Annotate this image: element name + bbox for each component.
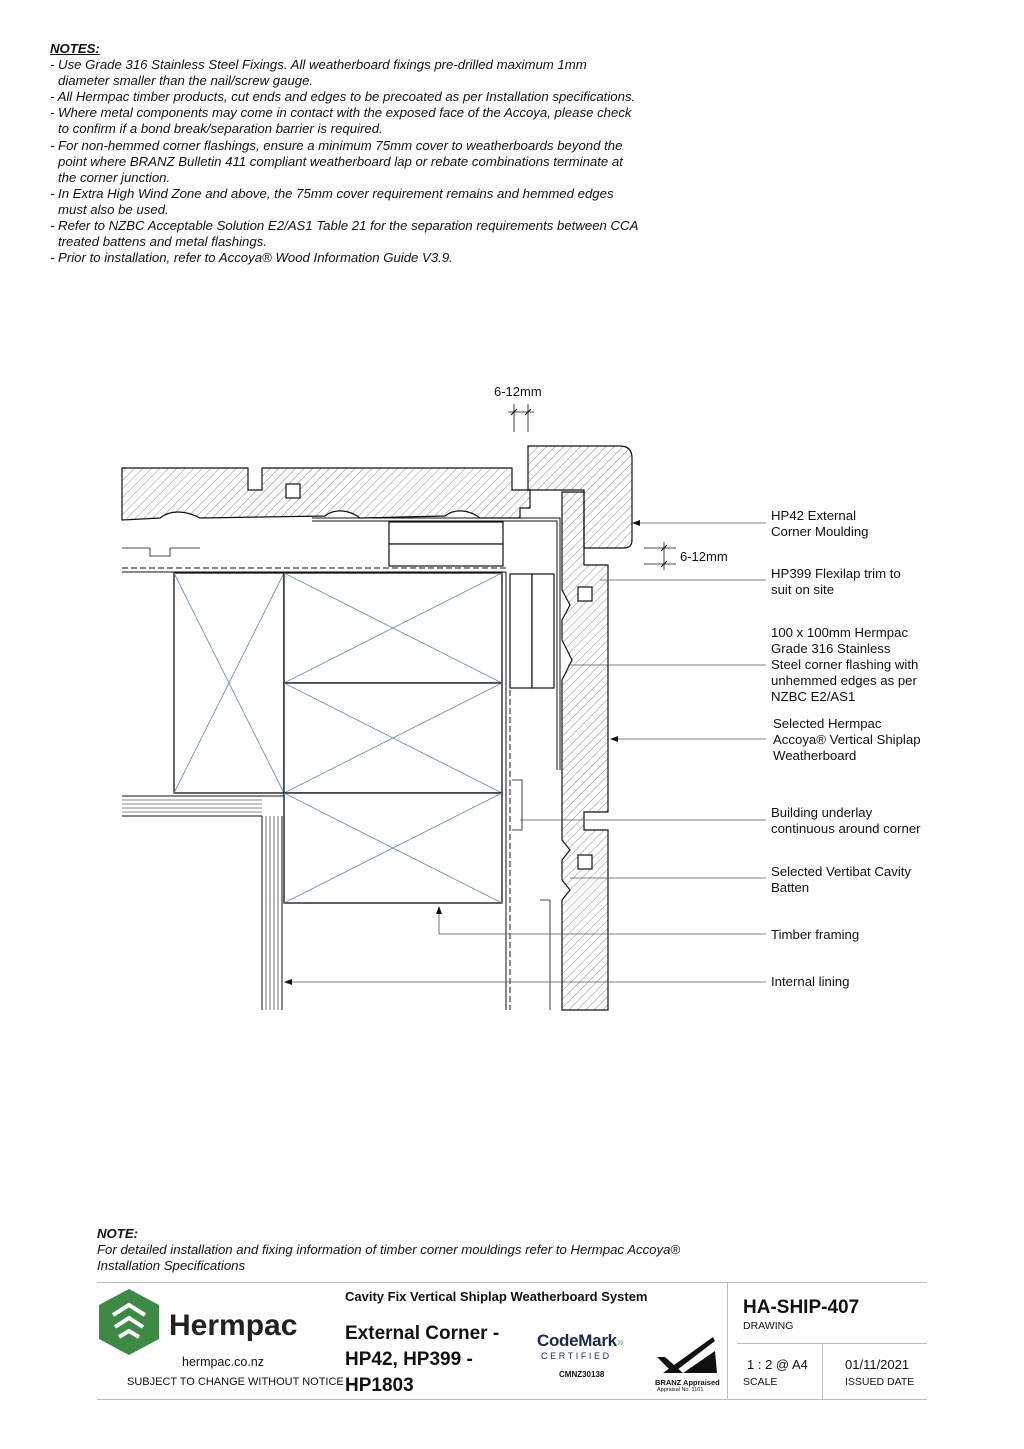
notes-heading: NOTES:: [50, 41, 100, 56]
installation-note: [97, 1226, 717, 1274]
title-block: [97, 1282, 927, 1400]
callout-weatherboard: Selected Hermpac Accoya® Vertical Shiplap Weatherboard: [773, 716, 921, 763]
note-item: - Where metal components may come in contact with the exposed face of the Accoya, please check to confirm if a bond break/separation barrier is required.: [50, 105, 632, 137]
note-item: - All Hermpac timber products, cut ends and edges to be precoated as per Installation specifications.: [50, 89, 636, 105]
issued-date-label: ISSUED DATE: [845, 1376, 915, 1388]
callouts: [771, 508, 924, 989]
callout-cavity-batten: Selected Vertibat Cavity Batten: [771, 864, 912, 895]
note-item: - Refer to NZBC Acceptable Solution E2/AS1 Table 21 for the separation requirements between CCA treated battens and metal flashings.: [50, 218, 639, 250]
dimension-side-label: 6-12mm: [680, 549, 728, 564]
divider: [737, 1343, 927, 1344]
callout-internal-lining: Internal lining: [771, 974, 850, 989]
system-name: Cavity Fix Vertical Shiplap Weatherboard System: [345, 1289, 648, 1304]
branz-appraisal-no: Appraisal No. 1101: [657, 1387, 704, 1393]
branz-label: BRANZ Appraised: [655, 1378, 720, 1387]
callout-flexilap-trim: HP399 Flexilap trim to suit on site: [771, 566, 901, 597]
codemark-certified: CERTIFIED: [541, 1351, 612, 1361]
drawing-number-label: DRAWING: [743, 1320, 794, 1332]
vertical-weatherboard: [562, 492, 608, 1010]
callout-corner-flashing: 100 x 100mm Hermpac Grade 316 Stainless Steel corner flashing with unhemmed edges as per NZBC E2/AS1: [771, 625, 919, 704]
drawing-number: HA-SHIP-407: [743, 1297, 860, 1318]
corner-detail-drawing: [0, 370, 1024, 1020]
note-item: - For non-hemmed corner flashings, ensure a minimum 75mm cover to weatherboards beyond the point where BRANZ Bulletin 411 compliant weatherboard lap or rebate combinations terminate at the corner junction.: [50, 137, 623, 185]
codemark-number: CMNZ30138: [559, 1370, 605, 1379]
dimension-top: [494, 384, 542, 432]
horizontal-weatherboard: [122, 468, 530, 520]
branz-badge: [653, 1333, 728, 1397]
branz-mark-icon: [653, 1333, 728, 1377]
dimension-top-label: 6-12mm: [494, 384, 542, 399]
divider: [727, 1283, 728, 1399]
codemark-badge: [537, 1331, 647, 1379]
note-item: - Use Grade 316 Stainless Steel Fixings. All weatherboard fixings pre-drilled maximum 1mm diameter smaller than the nail/screw gauge.: [50, 57, 587, 89]
brand-name: Hermpac: [169, 1309, 298, 1342]
installation-note-text: For detailed installation and fixing information of timber corner mouldings refer to Hermpac Accoya® Installation Specifications: [97, 1242, 681, 1273]
website-link[interactable]: hermpac.co.nz: [182, 1355, 264, 1369]
callout-corner-moulding: HP42 External Corner Moulding: [771, 508, 869, 539]
codemark-chevrons-icon: »: [616, 1334, 625, 1349]
issued-date: 01/11/2021: [845, 1357, 910, 1372]
note-item: - Prior to installation, refer to Accoya® Wood Information Guide V3.9.: [50, 250, 453, 266]
notes-block: [50, 41, 710, 266]
timber-framing: [174, 573, 502, 903]
logo-hexagon-icon: [99, 1289, 159, 1355]
scale-label: SCALE: [743, 1376, 778, 1388]
scale-value: 1 : 2 @ A4: [747, 1357, 808, 1372]
note-item: - In Extra High Wind Zone and above, the 75mm cover requirement remains and hemmed edges must also be used.: [50, 185, 614, 217]
dimension-side: [644, 542, 728, 570]
cavity-batten: [512, 780, 550, 1010]
internal-lining: [122, 796, 284, 1010]
codemark-word: CodeMark: [537, 1331, 617, 1350]
installation-note-heading: NOTE:: [97, 1226, 139, 1241]
subject-notice: SUBJECT TO CHANGE WITHOUT NOTICE: [127, 1376, 344, 1388]
callout-timber-framing: Timber framing: [771, 927, 860, 942]
callout-underlay: Building underlay continuous around corner: [771, 805, 921, 836]
divider: [822, 1343, 823, 1399]
drawing-title: External Corner - HP42, HP399 - HP1803: [345, 1323, 500, 1396]
